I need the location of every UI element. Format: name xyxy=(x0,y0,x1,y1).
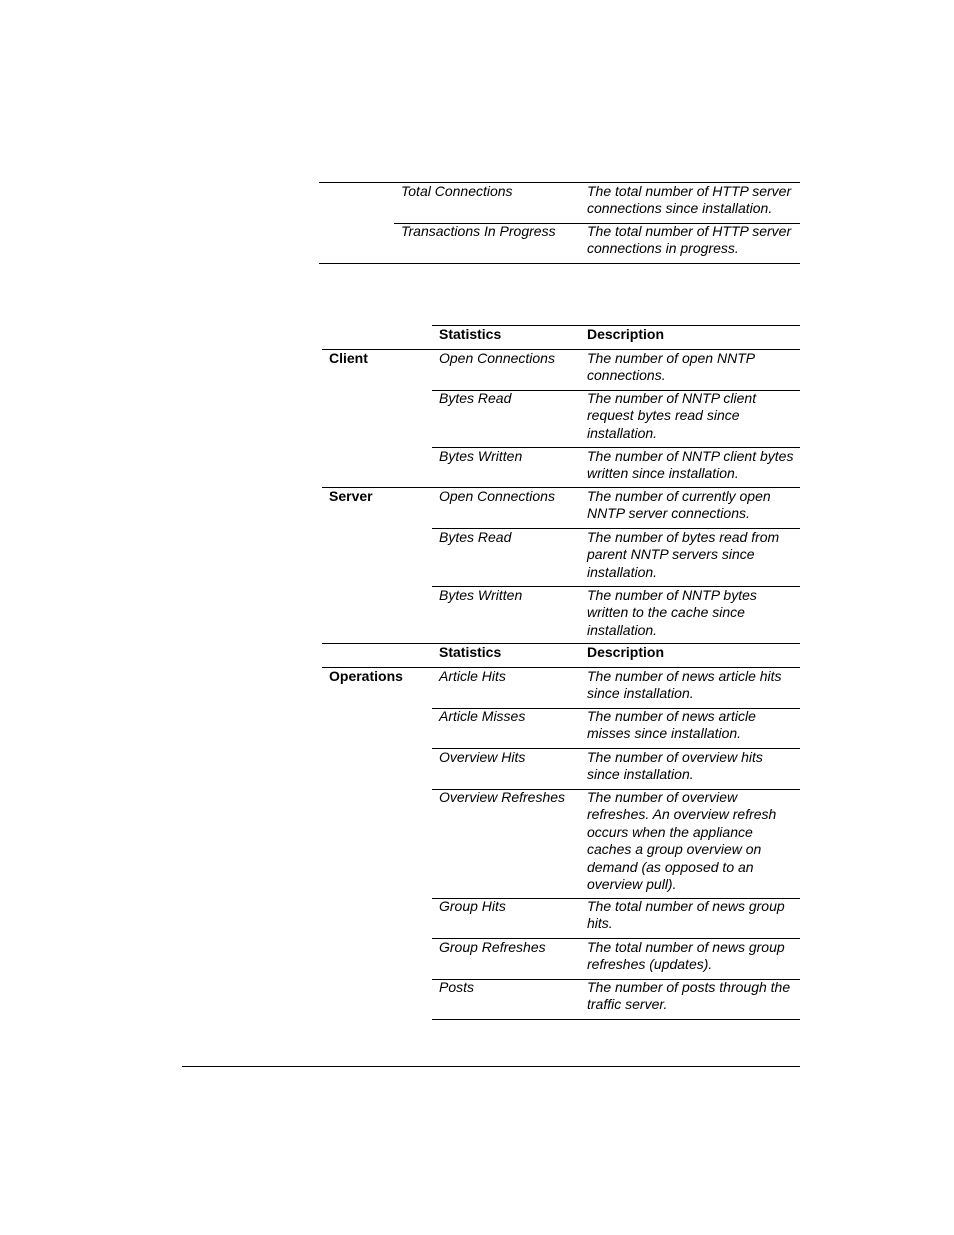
server-desc-open-connections: The number of currently open NNTP server connections. xyxy=(587,488,771,522)
section-label-operations: Operations xyxy=(329,668,403,684)
server-stat-bytes-read: Bytes Read xyxy=(439,529,512,545)
operations-desc-article-misses: The number of news article misses since installation. xyxy=(587,708,756,742)
http-stat-total-connections: Total Connections xyxy=(401,183,513,199)
operations-desc-group-hits: The total number of news group hits. xyxy=(587,898,785,932)
client-desc-bytes-read: The number of NNTP client request bytes read since installation. xyxy=(587,390,757,441)
http-stat-transactions-in-progress: Transactions In Progress xyxy=(401,223,556,239)
operations-stat-group-refreshes: Group Refreshes xyxy=(439,939,546,955)
page-footer-rule xyxy=(182,1066,800,1067)
client-desc-open-connections: The number of open NNTP connections. xyxy=(587,350,755,384)
client-desc-bytes-written: The number of NNTP client bytes written since installation. xyxy=(587,448,794,482)
client-stat-open-connections: Open Connections xyxy=(439,350,555,366)
operations-desc-posts: The number of posts through the traffic server. xyxy=(587,979,791,1013)
operations-desc-group-refreshes: The total number of news group refreshes (updates). xyxy=(587,939,785,973)
client-stat-bytes-written: Bytes Written xyxy=(439,448,523,464)
server-desc-bytes-read: The number of bytes read from parent NNTP servers since installation. xyxy=(587,529,780,580)
operations-desc-overview-refreshes: The number of overview refreshes. An overview refresh occurs when the appliance caches a group overview on demand (as opposed to an overview pull). xyxy=(587,789,777,893)
section-label-server: Server xyxy=(329,488,373,504)
nntp-table-bottom-rule xyxy=(432,1019,800,1020)
server-stat-open-connections: Open Connections xyxy=(439,488,555,504)
operations-stat-overview-refreshes: Overview Refreshes xyxy=(439,789,566,805)
operations-stat-posts: Posts xyxy=(439,979,475,995)
http-desc-total-connections: The total number of HTTP server connections since installation. xyxy=(587,183,792,217)
operations-stat-article-misses: Article Misses xyxy=(439,708,526,724)
server-desc-bytes-written: The number of NNTP bytes written to the cache since installation. xyxy=(587,587,757,638)
operations-desc-overview-hits: The number of overview hits since installation. xyxy=(587,749,763,783)
client-stat-bytes-read: Bytes Read xyxy=(439,390,512,406)
column-header-statistics: Statistics xyxy=(439,326,502,342)
operations-stat-group-hits: Group Hits xyxy=(439,898,506,914)
column-header-description: Description xyxy=(587,326,665,342)
http-table-bottom-rule xyxy=(319,263,800,264)
server-stat-bytes-written: Bytes Written xyxy=(439,587,523,603)
operations-stat-article-hits: Article Hits xyxy=(439,668,506,684)
operations-stat-overview-hits: Overview Hits xyxy=(439,749,526,765)
section-divider xyxy=(322,643,800,644)
http-desc-transactions-in-progress: The total number of HTTP server connections in progress. xyxy=(587,223,792,257)
column-header-statistics: Statistics xyxy=(439,644,502,660)
column-header-description: Description xyxy=(587,644,665,660)
operations-desc-article-hits: The number of news article hits since installation. xyxy=(587,668,782,702)
section-label-client: Client xyxy=(329,350,368,366)
